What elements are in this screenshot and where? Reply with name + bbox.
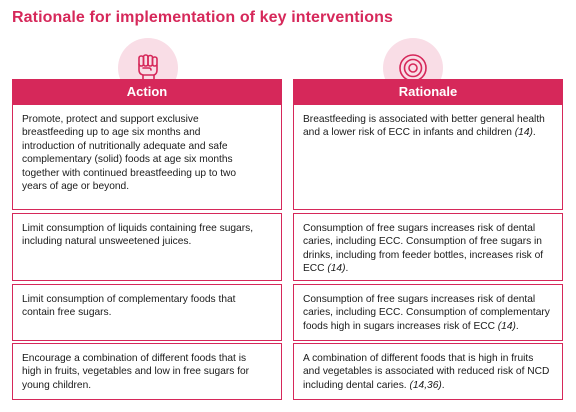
action-cell-4 [12, 343, 282, 400]
rationale-cell-1 [293, 104, 563, 210]
action-cell-2 [12, 213, 282, 281]
rationale-cell-2 [293, 213, 563, 281]
action-cell-1 [12, 104, 282, 210]
action-text: Limit consumption of complementary foods that contain free sugars. [22, 294, 236, 319]
citation-ref: (14,36) [409, 379, 442, 391]
action-header: Action [12, 79, 282, 104]
rationale-text: Breastfeeding is associated with better general health and a lower risk of ECC in infants and children (14). [303, 114, 545, 139]
rationale-cell-4 [293, 343, 563, 400]
citation-ref: (14) [497, 320, 516, 332]
rationale-text: Consumption of free sugars increases risk of dental caries, including ECC. Consumption of complementary foods high in sugars increases risk of ECC (14). [303, 294, 550, 332]
action-cell-3 [12, 284, 282, 341]
rationale-cell-3 [293, 284, 563, 341]
citation-ref: (14) [327, 263, 346, 275]
action-column [12, 79, 282, 391]
action-text: Limit consumption of liquids containing free sugars, including natural unsweetened juices. [22, 223, 254, 248]
action-text: Promote, protect and support exclusive breastfeeding up to age six months and introduction of nutritionally adequate and safe complementary (solid) foods at age six months together with continued breastfeeding up to two years of age or beyond. [22, 114, 237, 193]
rationale-text: A combination of different foods that is high in fruits and vegetables is associated with reduced risk of NCD including dental caries. (14,36). [303, 353, 550, 391]
citation-ref: (14) [514, 127, 533, 139]
rationale-column [293, 79, 563, 391]
action-text: Encourage a combination of different foods that is high in fruits, vegetables and low in free sugars for young children. [22, 353, 250, 391]
page-title: Rationale for implementation of key interventions [12, 9, 393, 26]
rationale-header: Rationale [293, 79, 563, 104]
rationale-text: Consumption of free sugars increases risk of dental caries, including ECC. Consumption of free sugars in drinks, including from feeder bottles, increases risk of ECC (14). [303, 223, 544, 275]
